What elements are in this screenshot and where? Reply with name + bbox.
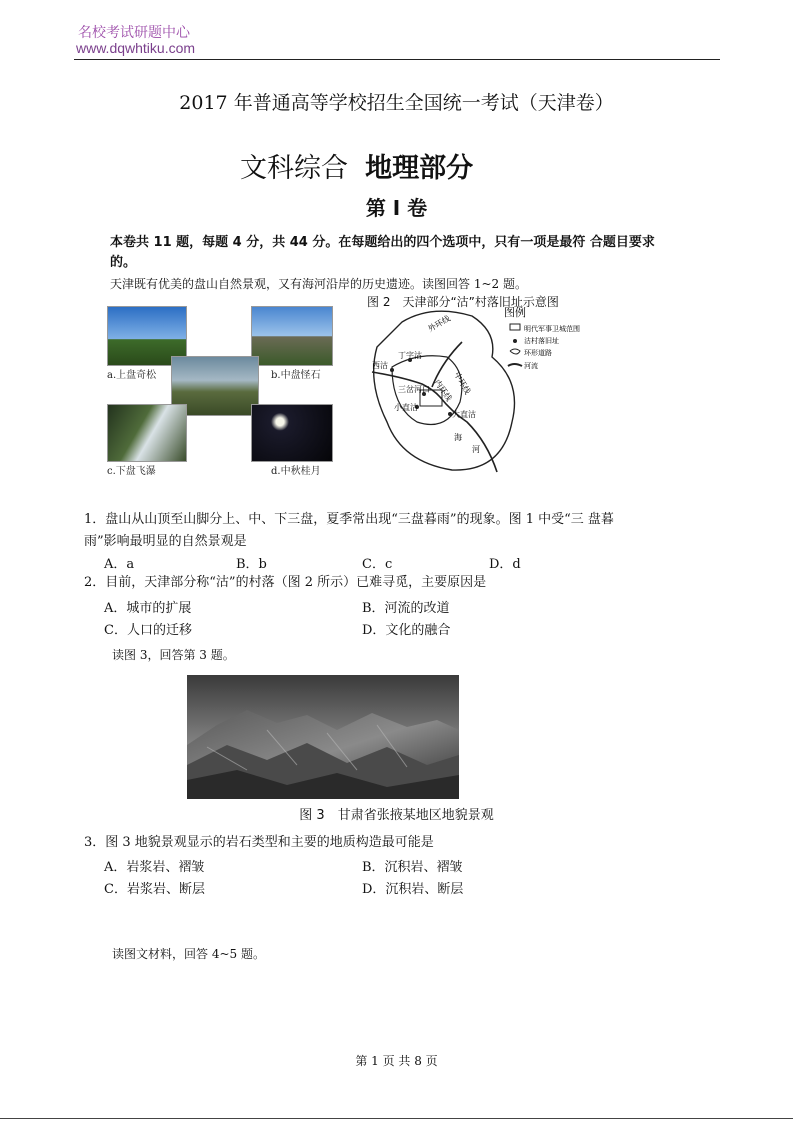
map-label: 外环线 (426, 313, 452, 334)
photo-rock (251, 306, 333, 366)
figure-3-caption: 图 3 甘肃省张掖某地区地貌景观 (299, 808, 494, 823)
map-label: 丁字沽 (398, 351, 422, 360)
q2-option-c: C．人口的迁移 (104, 623, 192, 638)
q1-option-c: C．c (362, 557, 393, 572)
caption-c: c.下盘飞瀑 (107, 466, 156, 477)
legend-item: 河流 (524, 362, 538, 370)
watermark-title: 名校考试研题中心 (78, 25, 190, 41)
legend-river-icon (508, 364, 522, 366)
q3-option-a: A．岩浆岩、褶皱 (104, 860, 205, 875)
village-dot (390, 368, 394, 372)
legend-box-icon (510, 324, 520, 330)
instructions: 本卷共 11 题，每题 4 分，共 44 分。在每题给出的四个选项中，只有一项是最符 合题目要求的。 (110, 235, 655, 270)
river-line (372, 372, 497, 472)
legend-item: 环形道路 (524, 349, 552, 357)
caption-b: b.中盘怪石 (271, 370, 321, 381)
read-figure-3: 读图 3，回答第 3 题。 (112, 648, 235, 662)
q3-option-b: B．沉积岩、褶皱 (362, 860, 463, 875)
q1-option-d: D．d (489, 557, 521, 572)
exam-title: 2017 年普通高等学校招生全国统一考试（天津卷） (179, 92, 614, 114)
legend-title: 图例 (504, 306, 526, 319)
header-divider (74, 59, 720, 60)
map-label: 中环线 (452, 370, 473, 396)
question-1-line2: 雨”影响最明显的自然景观是 (84, 534, 247, 549)
question-1 (84, 509, 684, 553)
q2-option-d: D．文化的融合 (362, 623, 451, 638)
legend-ring-icon (510, 349, 520, 354)
volume-title: 第 I 卷 (365, 196, 428, 220)
q1-option-a: A．a (104, 557, 135, 572)
subject-bold: 地理部分 (365, 153, 474, 184)
question-1-line1: 1．盘山从山顶至山脚分上、中、下三盘，夏季常出现“三盘暮雨”的现象。图 1 中受“三 盘暮 (84, 512, 614, 527)
figure-3-photo (187, 675, 459, 799)
photo-moon (251, 404, 333, 462)
map-label: 海 (454, 433, 462, 442)
subject-title (240, 146, 473, 185)
map-label: 大直沽 (452, 410, 476, 419)
caption-a: a.上盘奇松 (107, 370, 157, 381)
figure-1-collage (95, 298, 345, 484)
map-label: 西沽 (372, 361, 388, 370)
q1-option-b: B．b (236, 557, 267, 572)
q2-option-b: B．河流的改道 (362, 601, 450, 616)
intro-text: 天津既有优美的盘山自然景观，又有海河沿岸的历史遗迹。读图回答 1~2 题。 (110, 277, 527, 291)
figure-2-title: 图 2 天津部分“沽”村落旧址示意图 (367, 295, 559, 309)
q2-option-a: A．城市的扩展 (104, 601, 192, 616)
map-label: 河 (472, 445, 480, 454)
q3-option-d: D．沉积岩、断层 (362, 882, 464, 897)
photo-waterfall (107, 404, 187, 462)
page-footer: 第 1 页 共 8 页 (355, 1054, 438, 1068)
map-label: 内环线 (432, 377, 454, 403)
legend-dot-icon (513, 339, 517, 343)
legend-item: 沽村落旧址 (524, 337, 559, 345)
read-materials: 读图文材料，回答 4~5 题。 (112, 947, 265, 961)
watermark-url[interactable]: www.dqwhtiku.com (76, 40, 196, 56)
map-label: 三岔河口 (398, 385, 430, 394)
figure-2-map (362, 302, 612, 484)
subject-plain: 文科综合 (240, 153, 348, 184)
q3-option-c: C．岩浆岩、断层 (104, 882, 205, 897)
question-3: 3．图 3 地貌景观显示的岩石类型和主要的地质构造最可能是 (84, 835, 434, 850)
map-label: 小直沽 (394, 403, 418, 412)
question-2: 2．目前，天津部分称“沽”的村落（图 2 所示）已难寻觅，主要原因是 (84, 575, 487, 590)
legend-item: 明代军事卫城范围 (524, 325, 580, 333)
bottom-divider (0, 1118, 793, 1119)
caption-d: d.中秋桂月 (271, 466, 321, 477)
